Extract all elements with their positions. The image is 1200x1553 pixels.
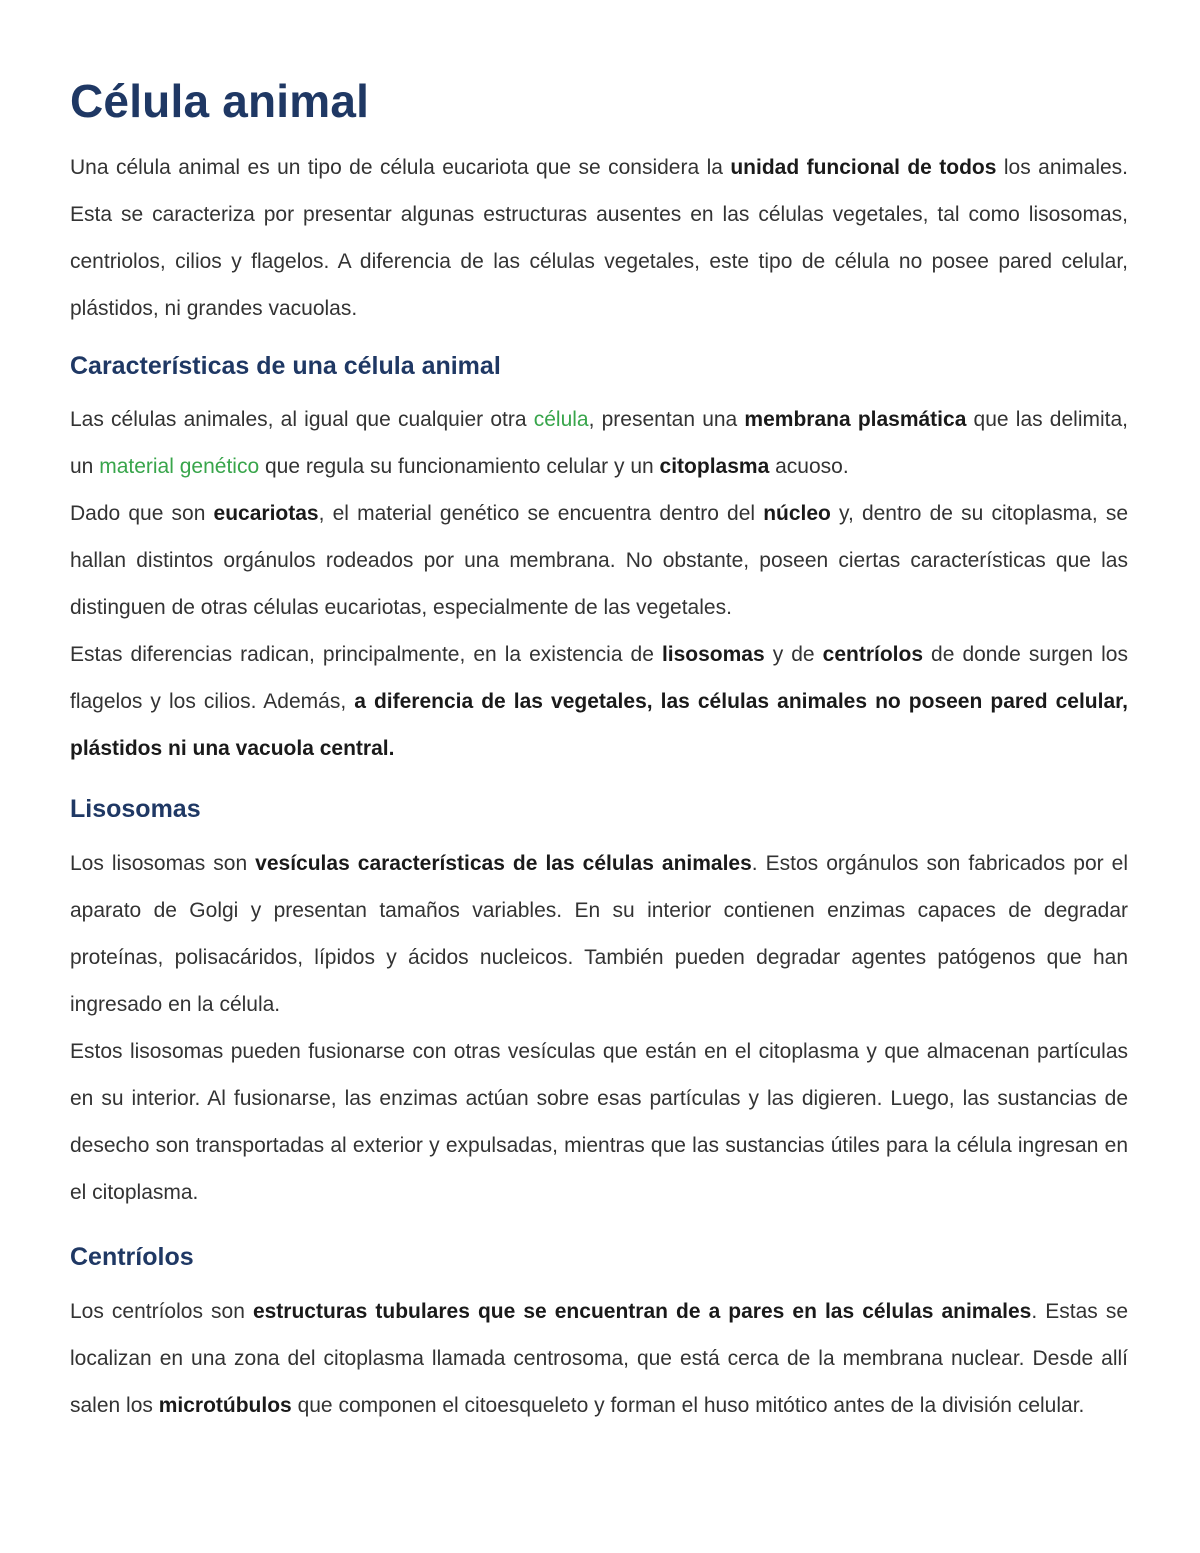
lis-p1-text-2: . Estos orgánulos son fabricados por el aparato de Golgi y presentan tamaños variables. En su interior contienen enzimas capaces de degradar proteínas, polisacáridos, lípidos y ácidos nucleicos. También pueden degradar agentes patógenos que han ingresado en la célula. [70,852,1128,1016]
car-p1-text-1: Las células animales, al igual que cualquier otra [70,408,534,431]
heading-lisosomas: Lisosomas [70,795,201,823]
document-content [70,74,1128,1429]
car-p1-text-2: , presentan una [588,408,745,431]
link-material-genetico[interactable]: material genético [99,455,260,478]
page-title: Célula animal [70,75,370,127]
car-p3-bold-1: lisosomas [661,643,765,666]
intro-text-1: Una célula animal es un tipo de célula eucariota que se considera la [70,156,731,179]
cen-p1-text-2: . Estas se localizan en una zona del citoplasma llamada centrosoma, que está cerca de la membrana nuclear. Desde allí salen los [70,1300,1129,1417]
car-p2-text-1: Dado que son [70,502,214,525]
caracteristicas-paragraph-1 [70,396,1128,490]
cen-p1-bold-2: microtúbulos [158,1394,292,1417]
car-p1-bold-1: membrana plasmática [744,408,967,431]
heading-caracteristicas: Características de una célula animal [70,352,501,380]
car-p3-text-3: de donde surgen los flagelos y los cilios. Además, [70,643,1128,713]
car-p3-text-2: y de [764,643,823,666]
car-p1-text-3: que las delimita, un [70,408,1128,478]
car-p1-text-4: que regula su funcionamiento celular y un [259,455,660,478]
car-p3-bold-3: a diferencia de las vegetales, las células animales no poseen pared celular, plástidos ni una vacuola central. [70,690,1128,760]
lis-p1-text-1: Los lisosomas son [70,852,256,875]
car-p1-bold-2: citoplasma [659,455,770,478]
lisosomas-paragraph-1 [70,840,1128,1028]
car-p3-text-1: Estas diferencias radican, principalmente, en la existencia de [70,643,662,666]
caracteristicas-paragraph-3 [70,631,1128,772]
car-p2-text-3: y, dentro de su citoplasma, se hallan distintos orgánulos rodeados por una membrana. No obstante, poseen ciertas características que las distinguen de otras células eucariotas, especialmente de las vegetales. [70,502,1128,619]
car-p2-bold-2: núcleo [763,502,831,525]
lis-p1-bold-1: vesículas características de las células animales [255,852,752,875]
car-p2-bold-1: eucariotas [213,502,319,525]
intro-bold-1: unidad funcional de todos [730,156,997,179]
intro-text-2: los animales. Esta se caracteriza por presentar algunas estructuras ausentes en las células vegetales, tal como lisosomas, centriolos, cilios y flagelos. A diferencia de las células vegetales, este tipo de célula no posee pared celular, plástidos, ni grandes vacuolas. [70,156,1129,320]
cen-p1-bold-1: estructuras tubulares que se encuentran de a pares en las células animales [252,1300,1032,1323]
car-p2-text-2: , el material genético se encuentra dentro del [318,502,764,525]
caracteristicas-paragraph-2 [70,490,1128,631]
link-celula[interactable]: célula [533,408,589,431]
car-p1-text-5: acuoso. [769,455,849,478]
centriolos-paragraph-1 [70,1288,1128,1429]
lisosomas-paragraph-2: Estos lisosomas pueden fusionarse con otras vesículas que están en el citoplasma y que almacenan partículas en su interior. Al fusionarse, las enzimas actúan sobre esas partículas y las digieren. Luego, las sustancias de desecho son transportadas al exterior y expulsadas, mientras que las sustancias útiles para la célula ingresan en el citoplasma. [70,1040,1128,1204]
heading-centriolos: Centríolos [70,1243,194,1271]
intro-paragraph [70,144,1128,332]
cen-p1-text-3: que componen el citoesqueleto y forman el huso mitótico antes de la división celular. [291,1394,1085,1417]
car-p3-bold-2: centríolos [822,643,924,666]
cen-p1-text-1: Los centríolos son [70,1300,253,1323]
